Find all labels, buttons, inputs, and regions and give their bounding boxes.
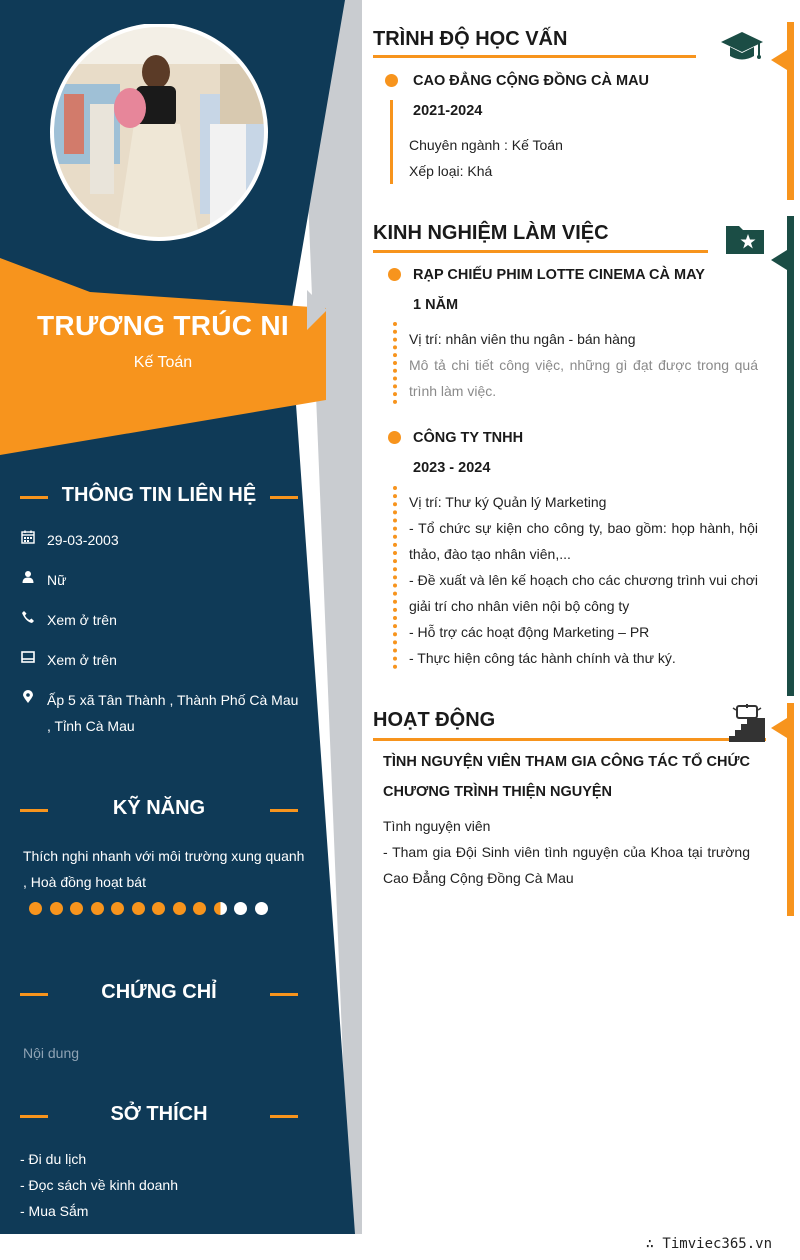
job-description: Mô tả chi tiết công việc, những gì đạt được trong quá trình làm việc. bbox=[409, 357, 758, 399]
skill-rating-dot bbox=[29, 902, 42, 915]
education-heading-underline bbox=[373, 55, 696, 58]
location-icon bbox=[20, 687, 36, 713]
contact-address: Ấp 5 xã Tân Thành , Thành Phố Cà Mau , Tỉnh Cà Mau bbox=[47, 692, 299, 734]
job-company: RẠP CHIẾU PHIM LOTTE CINEMA CÀ MAY bbox=[413, 267, 705, 283]
experience-heading: KINH NGHIỆM LÀM VIỆC bbox=[373, 222, 609, 244]
folder-star-icon bbox=[724, 222, 766, 256]
skill-rating-dot bbox=[193, 902, 206, 915]
job-position: Vị trí: nhân viên thu ngân - bán hàng bbox=[409, 331, 636, 347]
skill-rating-dot bbox=[70, 902, 83, 915]
contact-email: Xem ở trên bbox=[47, 652, 117, 668]
experience-bullet bbox=[388, 268, 401, 281]
profile-title: Kế Toán bbox=[133, 354, 193, 371]
podium-icon bbox=[727, 704, 767, 744]
education-bullet bbox=[385, 74, 398, 87]
contact-birthday: 29-03-2003 bbox=[47, 532, 119, 548]
experience-bullet bbox=[388, 431, 401, 444]
skills-text: Thích nghi nhanh với môi trường xung quanh , Hoà đồng hoạt bát bbox=[23, 848, 305, 890]
contact-item-gender bbox=[20, 567, 310, 593]
skills-heading: KỸ NĂNG bbox=[112, 797, 206, 819]
activity-role: Tình nguyện viên bbox=[383, 818, 491, 834]
activity-description: - Tham gia Đội Sinh viên tình nguyện của Khoa tại trường Cao Đẳng Cộng Đồng Cà Mau bbox=[383, 844, 750, 886]
heading-bar-right bbox=[270, 1115, 298, 1118]
skill-rating-dot bbox=[173, 902, 186, 915]
skill-rating bbox=[29, 902, 275, 916]
skill-rating-dot bbox=[152, 902, 165, 915]
skills-heading-block bbox=[20, 795, 298, 825]
job-timeline bbox=[393, 486, 401, 669]
education-timeline bbox=[390, 100, 393, 184]
skill-rating-dot bbox=[132, 902, 145, 915]
skill-rating-dot bbox=[91, 902, 104, 915]
education-major: Chuyên ngành : Kế Toán bbox=[409, 137, 563, 153]
job-duty: - Đề xuất và lên kế hoạch cho các chương trình vui chơi giải trí cho nhân viên nội bộ công ty bbox=[409, 572, 758, 614]
skill-rating-dot bbox=[234, 902, 247, 915]
therefore-logo-icon: ∴ bbox=[645, 1236, 663, 1252]
job-duty: - Tổ chức sự kiện cho công ty, bao gồm: họp hành, hội thảo, đào tạo nhân viên,... bbox=[409, 520, 758, 562]
activity-title: TÌNH NGUYỆN VIÊN THAM GIA CÔNG TÁC TỔ CHỨC CHƯƠNG TRÌNH THIỆN NGUYỆN bbox=[383, 754, 750, 800]
skill-rating-dot bbox=[255, 902, 268, 915]
job-duty: - Thực hiện công tác hành chính và thư ký. bbox=[409, 650, 676, 666]
certificates-text: Nội dung bbox=[23, 1045, 80, 1061]
hobbies-heading: SỞ THÍCH bbox=[110, 1103, 208, 1125]
footer-brand bbox=[646, 1236, 772, 1252]
heading-bar-right bbox=[270, 993, 298, 996]
heading-bar-right bbox=[270, 809, 298, 812]
skill-rating-dot bbox=[111, 902, 124, 915]
experience-heading-underline bbox=[373, 250, 708, 253]
education-grade: Xếp loại: Khá bbox=[409, 163, 493, 179]
hobby-item: - Mua Sắm bbox=[20, 1203, 89, 1219]
job-duration: 2023 - 2024 bbox=[413, 460, 491, 476]
calendar-icon bbox=[20, 527, 36, 553]
profile-name: TRƯƠNG TRÚC NI bbox=[37, 310, 289, 341]
footer-brand-text: Timviec365.vn bbox=[662, 1236, 772, 1252]
contact-item-address bbox=[20, 687, 305, 739]
activities-heading: HOẠT ĐỘNG bbox=[373, 709, 496, 731]
job-company: CÔNG TY TNHH bbox=[413, 430, 524, 446]
phone-icon bbox=[20, 607, 36, 633]
contact-item-email bbox=[20, 647, 310, 673]
certificates-heading-block bbox=[20, 979, 298, 1009]
contact-phone: Xem ở trên bbox=[47, 612, 117, 628]
education-heading: TRÌNH ĐỘ HỌC VẤN bbox=[373, 28, 568, 50]
hobby-item: - Đọc sách về kinh doanh bbox=[20, 1177, 178, 1193]
job-duration: 1 NĂM bbox=[413, 297, 459, 313]
hobbies-heading-block bbox=[20, 1101, 298, 1131]
contact-item-phone bbox=[20, 607, 310, 633]
avatar bbox=[50, 24, 270, 242]
certificates-heading: CHỨNG CHỈ bbox=[101, 981, 217, 1003]
heading-bar-right bbox=[270, 496, 298, 499]
contact-gender: Nữ bbox=[47, 572, 67, 588]
graduation-cap-icon bbox=[720, 30, 764, 64]
contact-heading: THÔNG TIN LIÊN HỆ bbox=[61, 484, 257, 506]
email-icon bbox=[20, 647, 36, 673]
job-position: Vị trí: Thư ký Quản lý Marketing bbox=[409, 494, 607, 510]
hobby-item: - Đi du lịch bbox=[20, 1151, 87, 1167]
job-duty: - Hỗ trợ các hoạt động Marketing – PR bbox=[409, 624, 650, 640]
skill-rating-dot bbox=[50, 902, 63, 915]
user-icon bbox=[20, 567, 36, 593]
contact-heading-block bbox=[20, 482, 298, 512]
activities-heading-underline bbox=[373, 738, 766, 741]
job-timeline bbox=[393, 322, 401, 404]
contact-item-birthday bbox=[20, 527, 310, 553]
education-school: CAO ĐẲNG CỘNG ĐỒNG CÀ MAU bbox=[413, 73, 650, 89]
skill-rating-dot bbox=[214, 902, 227, 915]
education-years: 2021-2024 bbox=[413, 103, 483, 119]
